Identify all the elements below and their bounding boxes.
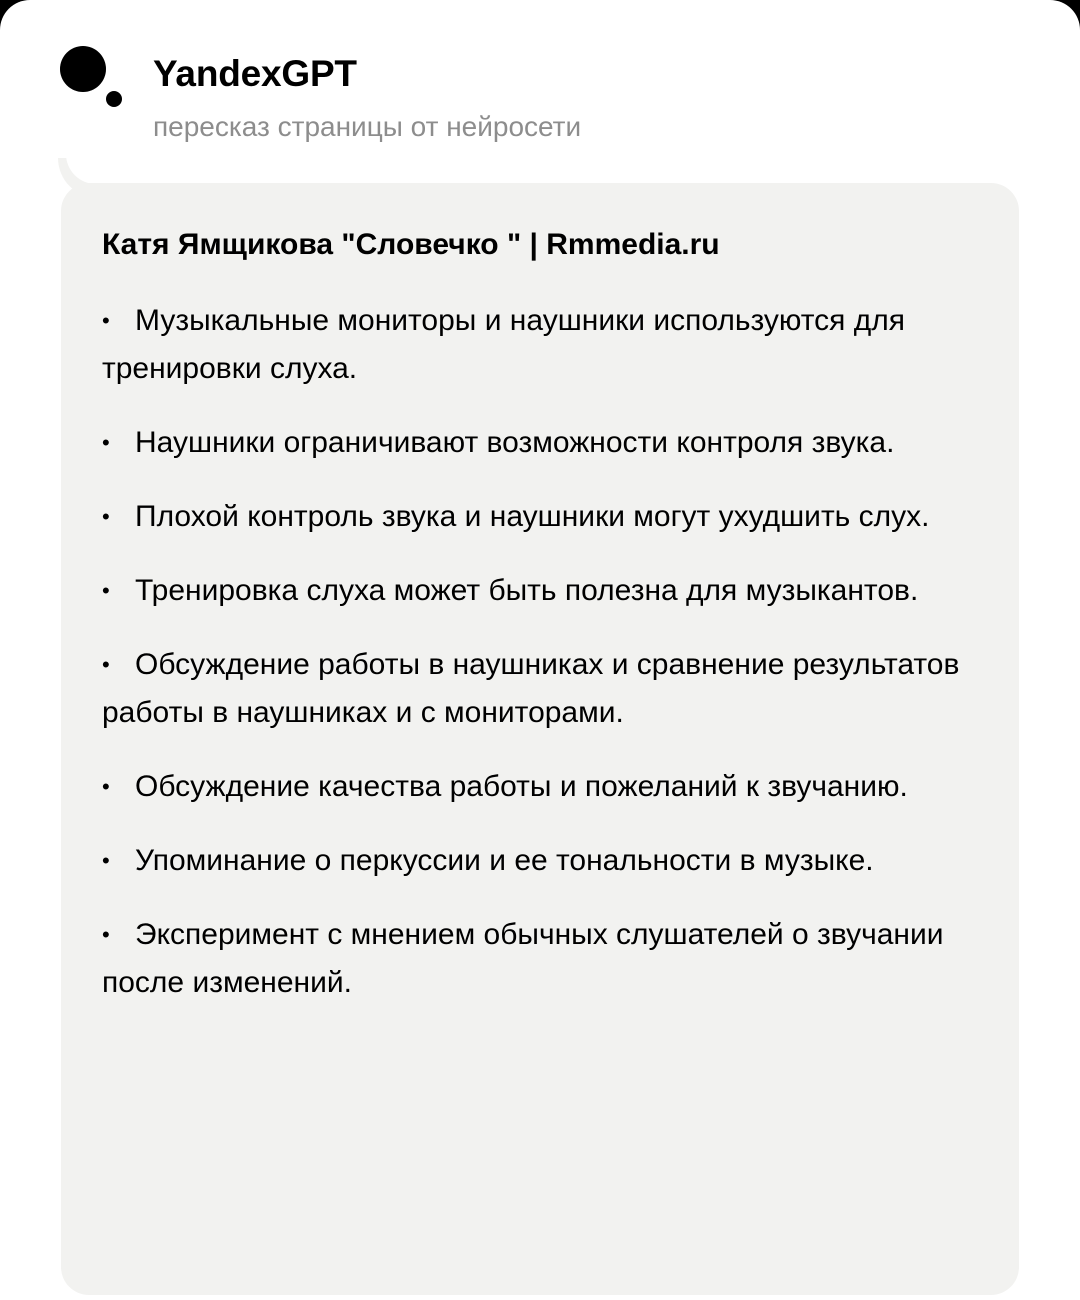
bullet-dot-icon: • <box>102 504 110 529</box>
list-item-text: Упоминание о перкуссии и ее тональности в музыке. <box>135 844 874 877</box>
bullet-dot-icon: • <box>102 774 110 799</box>
summary-list <box>102 297 987 1033</box>
bullet-dot-icon: • <box>102 430 110 455</box>
bullet-dot-icon: • <box>102 578 110 603</box>
list-item <box>102 763 987 811</box>
bullet-dot-icon: • <box>102 922 110 947</box>
list-item-text: Плохой контроль звука и наушники могут ухудшить слух. <box>135 500 930 533</box>
app-subtitle: пересказ страницы от нейросети <box>153 111 582 142</box>
list-item <box>102 419 987 467</box>
list-item-text: Обсуждение работы в наушниках и сравнение результатов работы в наушниках и с мониторами. <box>102 648 960 729</box>
list-item <box>102 493 987 541</box>
list-item <box>102 641 987 737</box>
list-item <box>102 297 987 393</box>
bullet-dot-icon: • <box>102 308 110 333</box>
list-item-text: Обсуждение качества работы и пожеланий к звучанию. <box>135 770 908 803</box>
list-item <box>102 911 987 1007</box>
summary-card <box>61 183 1019 1295</box>
logo-big-dot <box>60 46 106 92</box>
list-item-text: Эксперимент с мнением обычных слушателей о звучании после изменений. <box>102 918 944 999</box>
list-item-text: Музыкальные мониторы и наушники используются для тренировки слуха. <box>102 304 905 385</box>
list-item <box>102 567 987 615</box>
header <box>0 0 1080 180</box>
yandexgpt-logo-icon <box>60 46 126 112</box>
bullet-dot-icon: • <box>102 848 110 873</box>
bullet-dot-icon: • <box>102 652 110 677</box>
list-item-text: Наушники ограничивают возможности контроля звука. <box>135 426 895 459</box>
page-title: Катя Ямщикова "Словечко " | Rmmedia.ru <box>102 228 720 261</box>
list-item-text: Тренировка слуха может быть полезна для музыкантов. <box>135 574 919 607</box>
logo-small-dot <box>106 91 122 107</box>
app-title: YandexGPT <box>153 53 357 94</box>
list-item <box>102 837 987 885</box>
